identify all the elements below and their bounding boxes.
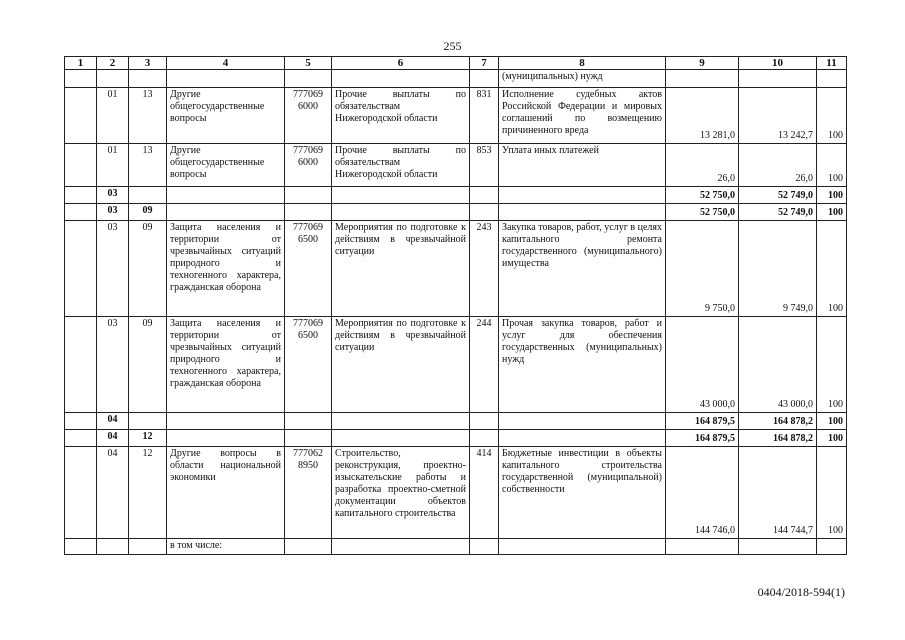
cell-subsection: 12 (129, 430, 167, 447)
cell-actual (739, 70, 817, 88)
table-row (65, 221, 847, 317)
cell-planned: 164 879,5 (666, 430, 739, 447)
cell (65, 447, 97, 539)
cell-actual: 164 878,2 (739, 413, 817, 430)
cell-planned: 26,0 (666, 144, 739, 187)
cell-target-code: 777069 6000 (285, 88, 332, 144)
column-header: 3 (129, 57, 167, 70)
cell-subsection: 13 (129, 88, 167, 144)
cell-section: 01 (97, 144, 129, 187)
cell-percent: 100 (817, 430, 847, 447)
cell (65, 144, 97, 187)
cell-target-name (332, 187, 470, 204)
cell-subsection (129, 70, 167, 88)
cell-expense-name (499, 187, 666, 204)
cell-section-name (167, 70, 285, 88)
cell (65, 187, 97, 204)
cell-actual: 26,0 (739, 144, 817, 187)
document-code: 0404/2018-594(1) (757, 585, 845, 599)
cell-planned: 52 750,0 (666, 187, 739, 204)
cell-section: 03 (97, 204, 129, 221)
cell-expense-type (470, 70, 499, 88)
cell-actual: 52 749,0 (739, 204, 817, 221)
cell-section: 04 (97, 413, 129, 430)
cell-expense-name (499, 539, 666, 555)
cell-percent: 100 (817, 144, 847, 187)
cell-section (97, 70, 129, 88)
cell-percent: 100 (817, 447, 847, 539)
cell-expense-name (499, 430, 666, 447)
table-header-row (65, 57, 847, 70)
cell-percent: 100 (817, 88, 847, 144)
cell-expense-type (470, 539, 499, 555)
column-header: 7 (470, 57, 499, 70)
cell-actual (739, 539, 817, 555)
table-row-section-total (65, 413, 847, 430)
column-header: 5 (285, 57, 332, 70)
cell-expense-name: (муниципальных) нужд (499, 70, 666, 88)
cell-percent (817, 70, 847, 88)
budget-table (64, 56, 847, 555)
cell-target-name: Мероприятия по подготовке к действиям в чрезвычайной ситуации (332, 221, 470, 317)
table-row-section-total (65, 187, 847, 204)
cell-subsection: 13 (129, 144, 167, 187)
cell-section: 03 (97, 187, 129, 204)
cell-percent (817, 539, 847, 555)
cell (65, 88, 97, 144)
cell-target-name (332, 430, 470, 447)
cell-section-name: Другие общегосударственные вопросы (167, 144, 285, 187)
cell-planned (666, 70, 739, 88)
cell-planned: 52 750,0 (666, 204, 739, 221)
cell-section: 03 (97, 317, 129, 413)
cell-section: 03 (97, 221, 129, 317)
cell (65, 204, 97, 221)
table-row-subsection-total (65, 204, 847, 221)
cell-section-name (167, 430, 285, 447)
cell-subsection (129, 413, 167, 430)
cell-percent: 100 (817, 187, 847, 204)
cell-expense-name: Исполнение судебных актов Российской Федерации и мировых соглашений по возмещению причиненного вреда (499, 88, 666, 144)
cell-target-code: 777069 6500 (285, 317, 332, 413)
cell-target-code (285, 187, 332, 204)
cell-actual: 9 749,0 (739, 221, 817, 317)
cell-actual: 13 242,7 (739, 88, 817, 144)
cell-expense-name: Уплата иных платежей (499, 144, 666, 187)
cell-planned: 43 000,0 (666, 317, 739, 413)
cell-section-name: в том числе: (167, 539, 285, 555)
table-row (65, 447, 847, 539)
cell-target-code: 777069 6000 (285, 144, 332, 187)
cell-section-name: Защита населения и территории от чрезвычайных ситуаций природного и техногенного характера, гражданская оборона (167, 221, 285, 317)
cell-subsection: 09 (129, 204, 167, 221)
cell-expense-name (499, 204, 666, 221)
column-header: 10 (739, 57, 817, 70)
cell-percent: 100 (817, 413, 847, 430)
cell-expense-type: 244 (470, 317, 499, 413)
cell-expense-type: 853 (470, 144, 499, 187)
table-row (65, 88, 847, 144)
cell-percent: 100 (817, 317, 847, 413)
cell-section: 04 (97, 447, 129, 539)
cell-actual: 52 749,0 (739, 187, 817, 204)
cell-target-name (332, 413, 470, 430)
cell-expense-name: Закупка товаров, работ, услуг в целях капитального ремонта государственного (муниципального) имущества (499, 221, 666, 317)
column-header: 9 (666, 57, 739, 70)
cell-planned: 164 879,5 (666, 413, 739, 430)
cell-expense-name: Бюджетные инвестиции в объекты капитального строительства государственной (муниципальной) собственности (499, 447, 666, 539)
column-header: 8 (499, 57, 666, 70)
table-row-subsection-total (65, 430, 847, 447)
cell-section: 04 (97, 430, 129, 447)
cell-expense-type (470, 187, 499, 204)
column-header: 1 (65, 57, 97, 70)
cell-planned: 144 746,0 (666, 447, 739, 539)
cell-section-name (167, 413, 285, 430)
table-row (65, 144, 847, 187)
cell-section-name: Другие вопросы в области национальной экономики (167, 447, 285, 539)
cell (65, 413, 97, 430)
cell-subsection: 09 (129, 221, 167, 317)
cell-percent: 100 (817, 204, 847, 221)
cell-target-name (332, 204, 470, 221)
column-header: 6 (332, 57, 470, 70)
cell-target-name: Строительство, реконструкция, проектно-изыскательские работы и разработка проектно-сметной документации объектов капитального строительства (332, 447, 470, 539)
cell (65, 539, 97, 555)
cell-target-name (332, 70, 470, 88)
cell-target-name: Мероприятия по подготовке к действиям в чрезвычайной ситуации (332, 317, 470, 413)
cell-subsection (129, 539, 167, 555)
cell-target-code (285, 70, 332, 88)
column-header: 2 (97, 57, 129, 70)
cell-subsection: 09 (129, 317, 167, 413)
cell-subsection (129, 187, 167, 204)
cell-section-name: Другие общегосударственные вопросы (167, 88, 285, 144)
cell-expense-type (470, 430, 499, 447)
cell-actual: 144 744,7 (739, 447, 817, 539)
cell-expense-type (470, 413, 499, 430)
cell-expense-type: 243 (470, 221, 499, 317)
cell-actual: 43 000,0 (739, 317, 817, 413)
cell-expense-name (499, 413, 666, 430)
cell-expense-type: 831 (470, 88, 499, 144)
cell-section-name (167, 187, 285, 204)
cell-planned: 9 750,0 (666, 221, 739, 317)
column-header: 4 (167, 57, 285, 70)
cell-section: 01 (97, 88, 129, 144)
cell (65, 221, 97, 317)
cell-planned (666, 539, 739, 555)
cell (65, 70, 97, 88)
table-row (65, 317, 847, 413)
cell (65, 430, 97, 447)
cell-percent: 100 (817, 221, 847, 317)
cell-target-code (285, 430, 332, 447)
cell-planned: 13 281,0 (666, 88, 739, 144)
page-number: 255 (443, 39, 462, 53)
cell-section-name: Защита населения и территории от чрезвычайных ситуаций природного и техногенного характера, гражданская оборона (167, 317, 285, 413)
cell-section-name (167, 204, 285, 221)
cell-target-code (285, 539, 332, 555)
cell-expense-type (470, 204, 499, 221)
cell-target-name: Прочие выплаты по обязательствам Нижегородской области (332, 144, 470, 187)
table-row (65, 539, 847, 555)
cell-target-code: 777069 6500 (285, 221, 332, 317)
table-row (65, 70, 847, 88)
cell-target-name (332, 539, 470, 555)
cell-target-code (285, 413, 332, 430)
cell-target-code (285, 204, 332, 221)
cell-target-name: Прочие выплаты по обязательствам Нижегородской области (332, 88, 470, 144)
cell-target-code: 777062 8950 (285, 447, 332, 539)
cell-section (97, 539, 129, 555)
cell-actual: 164 878,2 (739, 430, 817, 447)
cell-subsection: 12 (129, 447, 167, 539)
cell-expense-name: Прочая закупка товаров, работ и услуг для обеспечения государственных (муниципальных) нужд (499, 317, 666, 413)
cell-expense-type: 414 (470, 447, 499, 539)
column-header: 11 (817, 57, 847, 70)
cell (65, 317, 97, 413)
